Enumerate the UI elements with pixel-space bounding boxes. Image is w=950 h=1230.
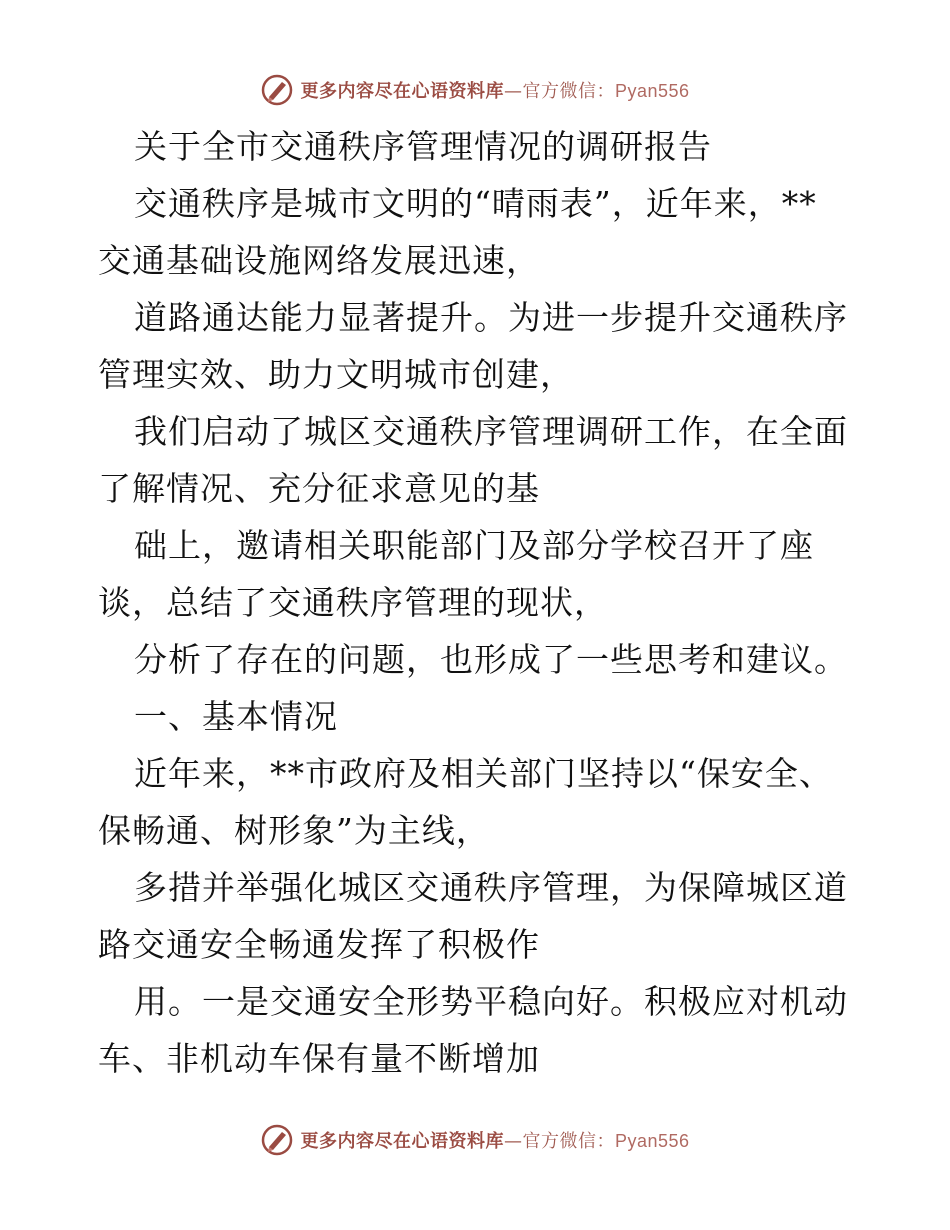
paragraph-line: 保畅通、树形象”为主线， <box>98 811 490 850</box>
footer-banner <box>0 1120 950 1160</box>
paragraph-line: 了解情况、充分征求意见的基 <box>98 469 540 508</box>
wechat-handle: Pyan556 <box>614 81 690 101</box>
banner-main-text: 更多内容尽在心语资料库 <box>300 1131 504 1152</box>
pen-logo-icon <box>260 1123 294 1157</box>
paragraph-line: 谈，总结了交通秩序管理的现状， <box>98 583 608 622</box>
paragraph-line: 我们启动了城区交通秩序管理调研工作，在全面 <box>134 412 848 451</box>
pen-logo-icon <box>260 73 294 107</box>
paragraph-line: 分析了存在的问题，也形成了一些思考和建议。 <box>134 640 848 679</box>
paragraph-line: 多措并举强化城区交通秩序管理，为保障城区道 <box>134 868 848 907</box>
paragraph-line: 路交通安全畅通发挥了积极作 <box>98 925 540 964</box>
paragraph-line: 管理实效、助力文明城市创建， <box>98 355 574 394</box>
banner-main-text: 更多内容尽在心语资料库 <box>300 81 504 102</box>
paragraph-line: 一、基本情况 <box>134 697 338 736</box>
paragraph-line: 道路通达能力显著提升。为进一步提升交通秩序 <box>134 298 848 337</box>
banner-text <box>300 1127 689 1153</box>
header-banner <box>0 70 950 110</box>
document-title: 关于全市交通秩序管理情况的调研报告 <box>134 127 712 166</box>
paragraph-line: 车、非机动车保有量不断增加 <box>98 1039 540 1078</box>
paragraph-line: 交通基础设施网络发展迅速， <box>98 241 540 280</box>
banner-text <box>300 77 689 103</box>
paragraph-line: 近年来，**市政府及相关部门坚持以“保安全、 <box>134 754 833 793</box>
banner-separator-text: —官方微信： <box>503 81 615 102</box>
banner-separator-text: —官方微信： <box>503 1131 615 1152</box>
document-body <box>98 118 858 1087</box>
wechat-handle: Pyan556 <box>614 1131 690 1151</box>
paragraph-line: 交通秩序是城市文明的“晴雨表”，近年来，** <box>134 184 817 223</box>
paragraph-line: 础上，邀请相关职能部门及部分学校召开了座 <box>134 526 814 565</box>
paragraph-line: 用。一是交通安全形势平稳向好。积极应对机动 <box>134 982 848 1021</box>
